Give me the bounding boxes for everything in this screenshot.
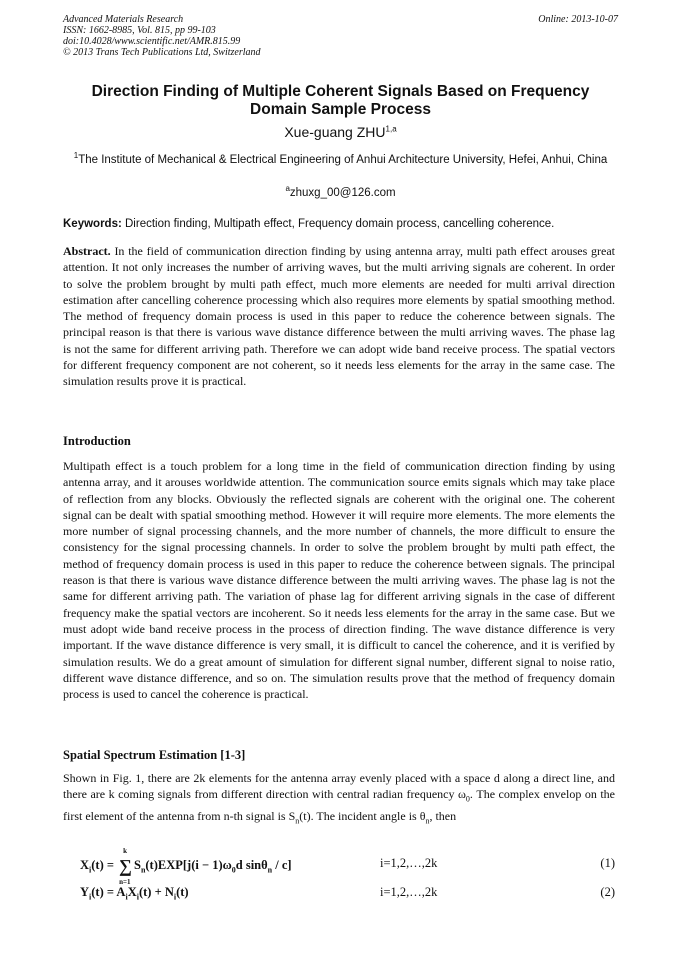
eq2-part: (t)	[176, 885, 189, 899]
introduction-heading: Introduction	[63, 434, 131, 448]
equation-1	[80, 847, 615, 886]
journal-doi: doi:10.4028/www.scientific.net/AMR.815.99	[63, 36, 241, 47]
abstract-text: In the field of communication direction finding by using antenna array, multi path effect arouses great attention. It not only increases the number of arriving waves, but the multi arriving signals are coherent. In order to solve the problem brought by multi path effect, much more elements are needed for multi arrival direction estimation after cancelling coherence processing which also requires more elements by spatial smoothing method. The method of frequency domain process is used in this paper to reduce the coherence between signals. The principal reason is that there is various wave distance difference between the multi arriving waves. The phase lag is not the same for different arriving path. Therefore we can adopt wide band receive process. The spatial vectors for different frequency component are not coherent, so it needs less elements for the array in the same case. The simulation results prove it is practical.	[63, 244, 615, 389]
email-line	[63, 184, 618, 199]
journal-copyright: © 2013 Trans Tech Publications Ltd, Switzerland	[63, 47, 261, 58]
spatial-text-a: Shown in Fig. 1, there are 2k elements for the antenna array evenly placed with a space d along a direct line, and there are k coming signals from different direction with central radian frequency ω	[63, 771, 615, 802]
equation-1-number: (1)	[600, 856, 615, 870]
equation-1-expression	[80, 847, 292, 886]
spatial-heading: Spatial Spectrum Estimation [1-3]	[63, 748, 246, 762]
eq2-sub: i	[89, 892, 92, 902]
spatial-sub-b: n	[295, 816, 300, 826]
affiliation-sup: 1	[73, 151, 79, 160]
eq2-part: X	[127, 885, 137, 899]
sum-upper: k	[123, 847, 128, 855]
journal-header	[63, 14, 618, 58]
eq1-part: (t) =	[91, 858, 118, 872]
eq1-part: / c]	[272, 858, 292, 872]
keywords-label: Keywords:	[63, 218, 122, 230]
author-sup: 1,a	[385, 124, 397, 134]
journal-issn: ISSN: 1662-8985, Vol. 815, pp 99-103	[63, 25, 216, 36]
spatial-sub-a: 0	[465, 794, 470, 804]
sum-lower: n=1	[119, 878, 131, 886]
keywords	[63, 218, 618, 230]
eq1-part: X	[80, 858, 90, 872]
email-sup: a	[285, 184, 290, 193]
eq1-part: S	[133, 858, 141, 872]
spatial-sub-c: n	[425, 816, 430, 826]
equation-2	[80, 885, 615, 913]
eq1-sub: 0	[231, 865, 236, 875]
email-address[interactable]: zhuxg_00@126.com	[289, 186, 396, 199]
eq1-sub: n	[267, 865, 273, 875]
eq2-part: (t) + N	[138, 885, 174, 899]
affiliation-text: The Institute of Mechanical & Electrical Engineering of Anhui Architecture University, Hefei, Anhui, China	[78, 153, 608, 166]
eq2-sub: i	[173, 892, 177, 902]
eq2-sub: i	[125, 892, 128, 902]
paper-title: Direction Finding of Multiple Coherent Signals Based on Frequency Domain Sample Process	[91, 83, 590, 118]
spatial-text	[63, 770, 615, 830]
spatial-text-c: (t). The incident angle is θ	[299, 808, 426, 823]
equation-2-number: (2)	[600, 885, 615, 899]
abstract-label: Abstract.	[63, 244, 111, 258]
affiliation	[63, 148, 618, 168]
author-line	[63, 124, 618, 140]
eq2-part: (t) = A	[91, 885, 126, 899]
spatial-text-d: , then	[429, 808, 457, 823]
eq1-part: (t)EXP[j(i − 1)ω	[145, 858, 232, 872]
eq2-part: Y	[80, 885, 90, 899]
introduction-text: Multipath effect is a touch problem for a long time in the field of communication direction finding by using antenna array, and it arouses worldwide attention. The communication source emits signals which may take place of reflection from any blocks. Obviously the reflected signals are coherent with the original one. The coherent signal can be dealt with spatial smoothing method. However it will require more elements. The more elements the more number of signal processing channels, and the more number of channels, the more difficult to ensure the consistency for the signal processing channels. In order to solve the problem brought by multi path effect, the method of frequency domain process is used in this paper to reduce the coherence between signals. The principal reason is that there is various wave distance difference between the multi arriving waves. The phase lag is not the same for different arriving path. The variation of phase lag for different arriving signals in the case of different frequency make the spatial vectors are incoherent. So it needs less elements for the array in the same case. But we must adopt wide band receive process in the process of direction finding. The wave distance difference is very important. If the wave distance difference is very small, it is difficult to cancel the coherence, and it is verified by simulation results. We do a great amount of simulation for different signal number, different signal to noise ratio, different wave distance difference, and so on. The simulation results prove that the method of frequency domain process is used to cancel the coherence is practical.	[63, 459, 615, 702]
eq1-sub: n	[140, 865, 146, 875]
eq1-sub: i	[89, 865, 92, 875]
summation-symbol: ∑ k n=1	[119, 847, 132, 886]
eq2-sub: i	[136, 892, 139, 902]
spatial-text-b: . The complex envelop on the first element of the antenna from n-th signal is S	[63, 787, 616, 823]
eq1-part: d sinθ	[235, 858, 268, 872]
author-name: Xue-guang ZHU	[284, 124, 386, 140]
equation-1-range: i=1,2,…,2k	[380, 856, 438, 870]
online-date: Online: 2013-10-07	[538, 14, 618, 25]
abstract	[63, 243, 615, 390]
equation-2-expression	[80, 885, 189, 902]
keywords-text: Direction finding, Multipath effect, Frequency domain process, cancelling coherence.	[125, 218, 555, 230]
equation-2-range: i=1,2,…,2k	[380, 885, 438, 899]
journal-name: Advanced Materials Research	[63, 14, 184, 25]
